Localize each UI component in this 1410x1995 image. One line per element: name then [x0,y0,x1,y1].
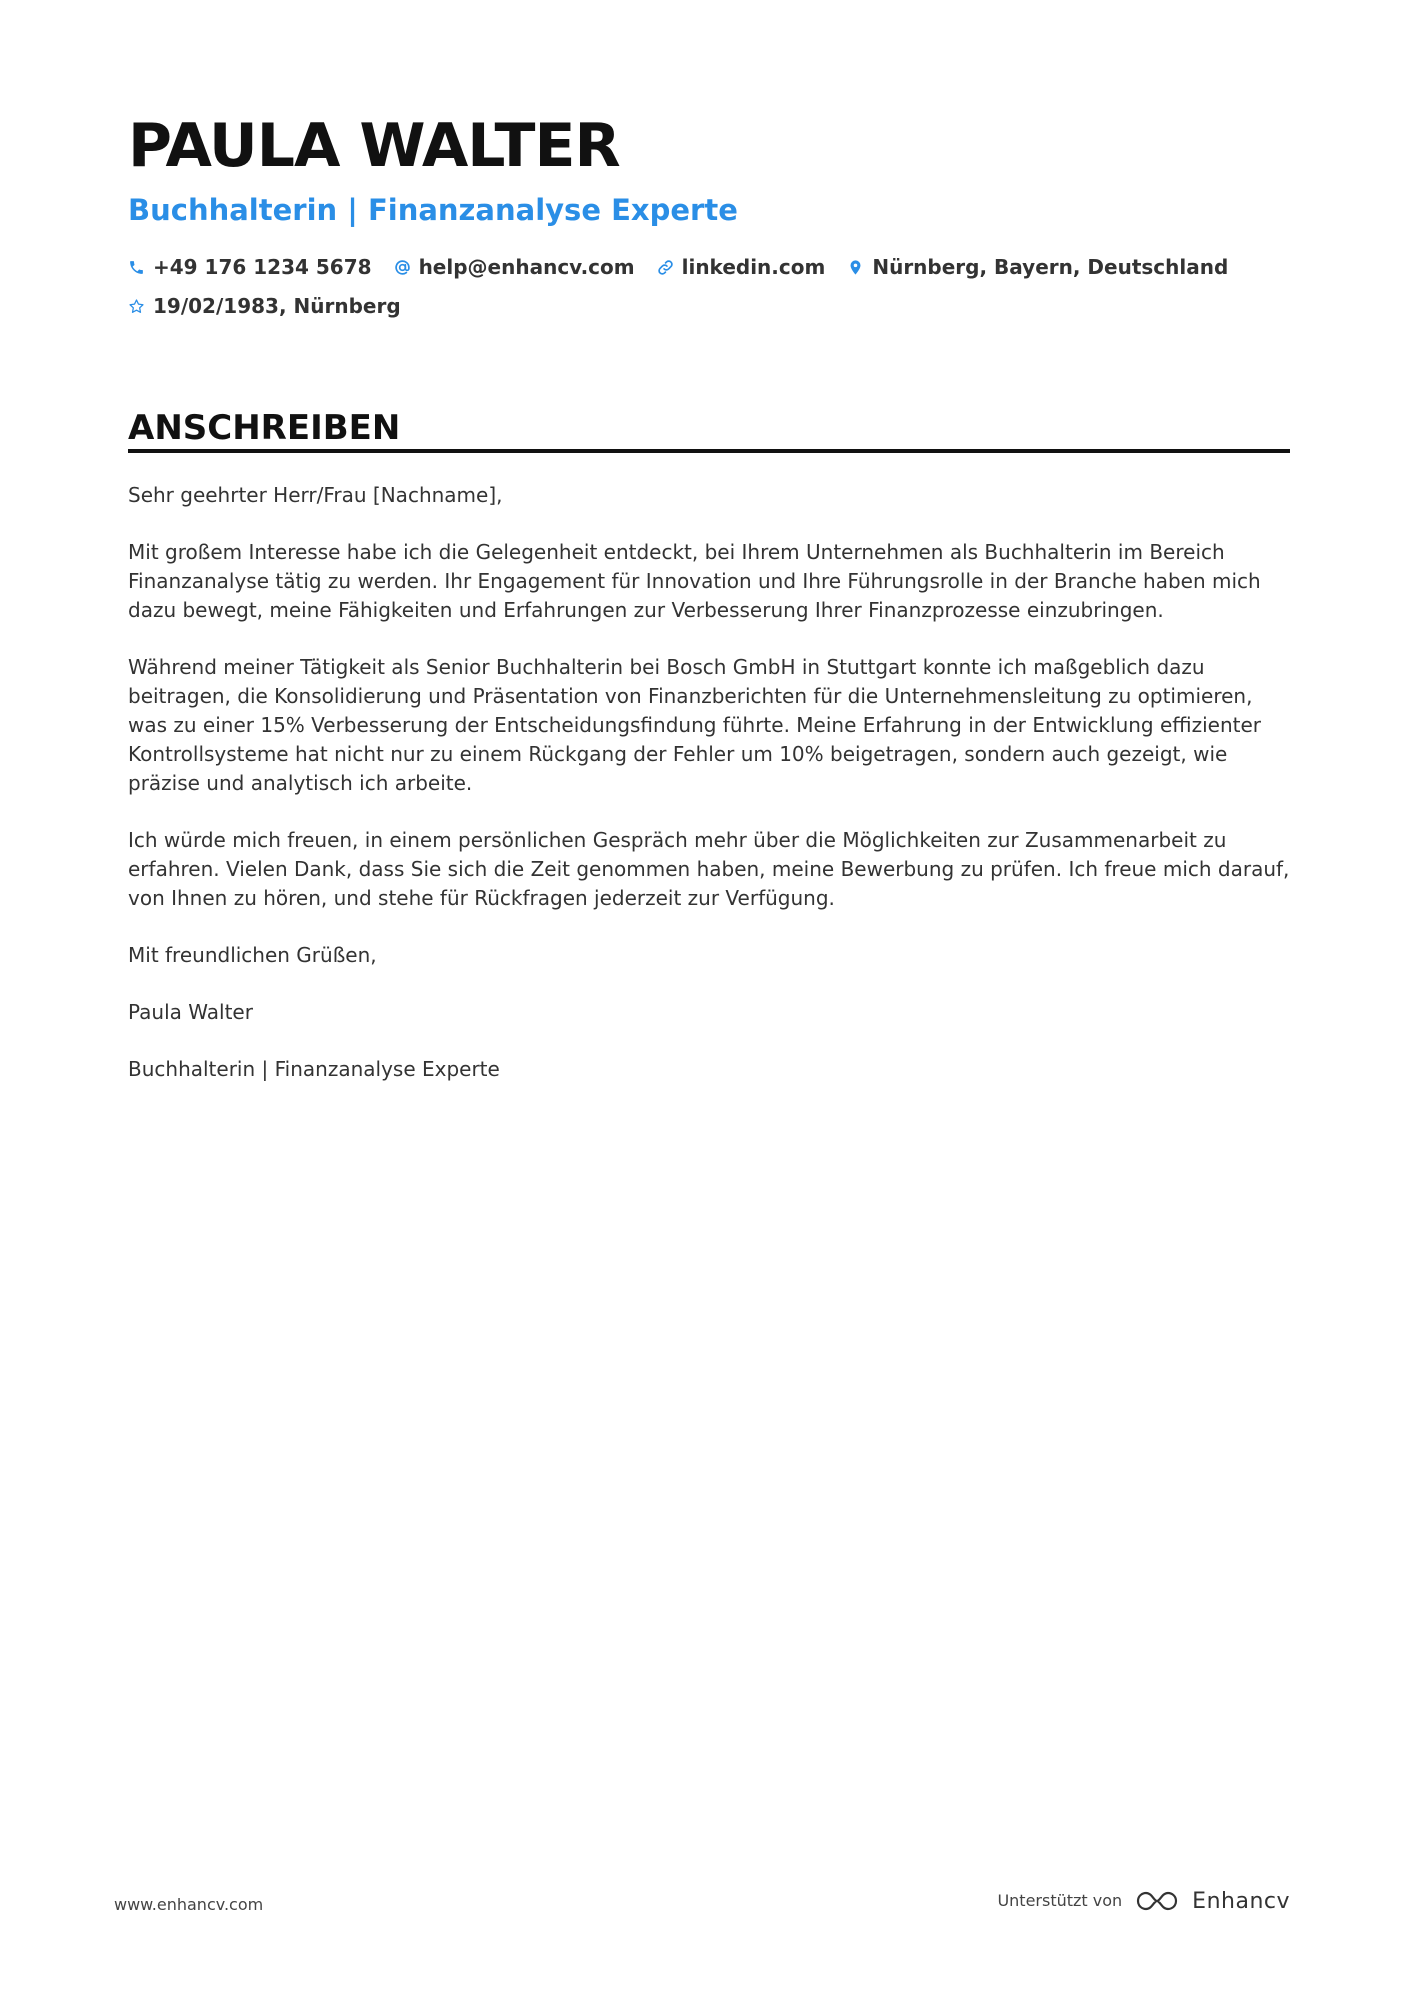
footer-website[interactable]: www.enhancv.com [114,1895,264,1914]
contact-row-primary [128,253,1228,281]
letter-body [128,481,1293,1112]
powered-by-label: Unterstützt von [997,1891,1123,1910]
letter-signature-title: Buchhalterin | Finanzanalyse Experte [128,1057,500,1081]
contact-linkedin[interactable] [657,253,826,281]
link-icon [657,259,674,276]
contact-location-text: Nürnberg, Bayern, Deutschland [872,255,1229,279]
letter-closing: Mit freundlichen Grüßen, [128,943,377,967]
letter-paragraph: Während meiner Tätigkeit als Senior Buchhalterin bei Bosch GmbH in Stuttgart konnte ich maßgeblich dazu beitragen, die Konsolidierung und Präsentation von Finanzberichten für die Unternehmensleitung zu optimieren, was zu einer 15% Verbesserung der Entscheidungsfindung führte. Meine Erfahrung in der Entwicklung effizienter Kontrollsysteme hat nicht nur zu einem Rückgang der Fehler um 10% beigetragen, sondern auch gezeigt, wie präzise und analytisch ich arbeite. [128,655,1262,795]
candidate-name: PAULA WALTER [128,111,620,181]
brand-name: Enhancv [1192,1888,1290,1914]
candidate-headline: Buchhalterin | Finanzanalyse Experte [128,193,738,227]
enhancv-logo-icon [1134,1888,1180,1914]
phone-icon [128,259,145,276]
footer-branding [997,1888,1290,1914]
contact-phone-text: +49 176 1234 5678 [153,255,372,279]
letter-paragraph: Ich würde mich freuen, in einem persönlichen Gespräch mehr über die Möglichkeiten zur Zusammenarbeit zu erfahren. Vielen Dank, dass Sie sich die Zeit genommen haben, meine Bewerbung zu prüfen. Ich freue mich darauf, von Ihnen zu hören, und stehe für Rückfragen jederzeit zur Verfügung. [128,828,1290,910]
contact-email-text: help@enhancv.com [418,255,635,279]
contact-phone [128,253,372,281]
letter-paragraph: Mit großem Interesse habe ich die Gelegenheit entdeckt, bei Ihrem Unternehmen als Buchhalterin im Bereich Finanzanalyse tätig zu werden. Ihr Engagement für Innovation und Ihre Führungsrolle in der Branche haben mich dazu bewegt, meine Fähigkeiten und Erfahrungen zur Verbesserung Ihrer Finanzprozesse einzubringen. [128,540,1261,622]
contact-birth [128,292,401,320]
letter-salutation: Sehr geehrter Herr/Frau [Nachname], [128,483,503,507]
contact-birth-text: 19/02/1983, Nürnberg [153,294,401,318]
contact-location [847,253,1228,281]
location-pin-icon [847,259,864,276]
letter-signature-name: Paula Walter [128,1000,253,1024]
section-divider [128,449,1290,453]
at-sign-icon [394,259,411,276]
contact-email[interactable] [394,253,635,281]
section-title: ANSCHREIBEN [128,408,401,448]
contact-linkedin-text: linkedin.com [681,255,826,279]
contact-row-secondary [128,292,401,320]
star-icon [128,298,145,315]
